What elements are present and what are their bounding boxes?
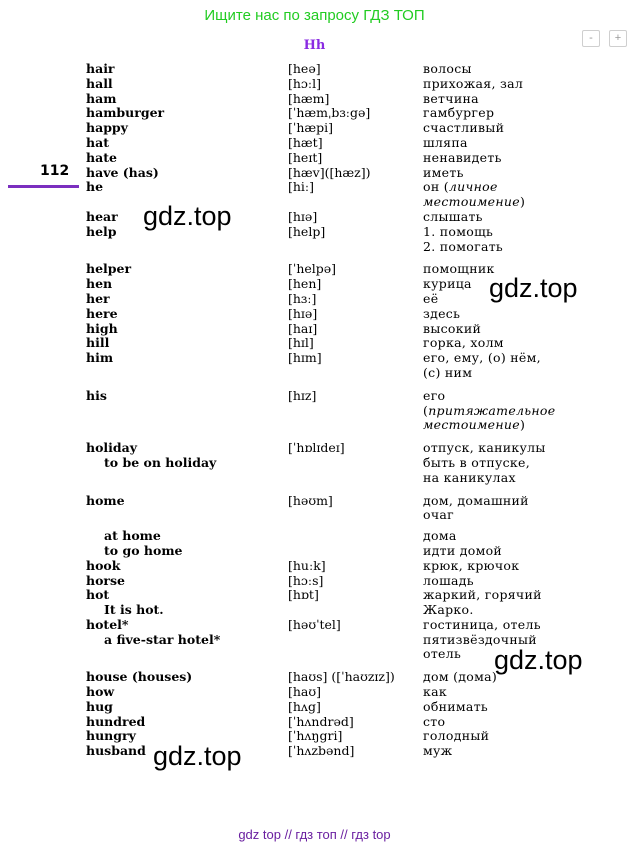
translation: [423, 292, 438, 307]
translation: [423, 322, 481, 337]
transcription: [həʊˈtel]: [288, 616, 341, 632]
translation-text: дом, домашний: [423, 492, 529, 508]
headword: him: [86, 350, 114, 366]
dictionary-row: [0, 700, 629, 715]
watermark: gdz.top: [494, 645, 583, 675]
translation: [423, 729, 489, 744]
transcription: [hæm]: [288, 90, 330, 106]
translation-text: сто: [423, 713, 446, 729]
dictionary-row: [0, 389, 629, 404]
headword: home: [86, 492, 125, 508]
dictionary-row: [0, 544, 629, 559]
translation: [423, 508, 454, 523]
transcription: [ˈhelpə]: [288, 261, 337, 277]
translation-text: идти домой: [423, 542, 503, 558]
translation: [423, 151, 502, 166]
transcription: [heə]: [288, 61, 321, 76]
translation-text: быть в отпуске,: [423, 454, 530, 470]
top-banner[interactable]: Ищите нас по запросу ГДЗ ТОП: [204, 7, 425, 24]
translation-text: ветчина: [423, 90, 479, 106]
transcription: [hɔːl]: [288, 75, 322, 91]
translation: [423, 544, 502, 559]
translation-text: ненавидеть: [423, 149, 502, 165]
translation-text: гостиница, отель: [423, 616, 541, 632]
translation: [423, 574, 474, 589]
transcription: [hæv]([hæz]): [288, 164, 371, 180]
transcription: [haʊ]: [288, 684, 322, 700]
transcription: [hʌg]: [288, 698, 321, 714]
phrase: a five-star hotel*: [104, 631, 221, 647]
translation-text: жаркий, горячий: [423, 587, 542, 603]
translation-text: прихожая, зал: [423, 75, 524, 91]
watermark: gdz.top: [489, 273, 578, 303]
dictionary-row: [0, 136, 629, 151]
headword: husband: [86, 743, 146, 759]
dictionary-row: [0, 77, 629, 92]
dictionary-row: [0, 351, 629, 366]
headword: hate: [86, 149, 117, 165]
translation-text: ): [519, 417, 526, 433]
dictionary-row: [0, 180, 629, 195]
translation-text: как: [423, 684, 447, 700]
translation-text: дом (дома): [423, 669, 498, 685]
headword: hamburger: [86, 105, 165, 121]
dictionary-row: [0, 603, 629, 618]
translation: [423, 195, 525, 210]
translation-text: 2. помогать: [423, 238, 504, 254]
translation-text: горка, холм: [423, 335, 504, 351]
translation-text: здесь: [423, 305, 461, 321]
translation: [423, 225, 493, 240]
phrase: to be on holiday: [104, 454, 217, 470]
headword: help: [86, 223, 117, 239]
transcription: [ˈhæpi]: [288, 120, 333, 136]
dictionary-row: [0, 336, 629, 351]
dictionary-row: [0, 62, 629, 77]
headword: hair: [86, 61, 115, 76]
headword: helper: [86, 261, 132, 277]
dictionary-row: [0, 418, 629, 433]
dictionary-row: [0, 456, 629, 471]
translation: [423, 307, 460, 322]
phrase: at home: [104, 528, 161, 544]
dictionary-row: [0, 441, 629, 456]
dictionary-row: [0, 322, 629, 337]
translation: [423, 559, 519, 574]
translation: [423, 494, 529, 509]
translation-text: отпуск, каникулы: [423, 440, 546, 456]
dictionary-row: [0, 366, 629, 381]
headword: happy: [86, 120, 128, 136]
dictionary-row: [0, 195, 629, 210]
translation: [423, 277, 472, 292]
transcription: [hiː]: [288, 179, 315, 195]
transcription: [hɔːs]: [288, 572, 324, 588]
headword: holiday: [86, 440, 138, 456]
watermark: gdz.top: [143, 201, 232, 231]
translation-text: шляпа: [423, 134, 468, 150]
headword: hook: [86, 557, 121, 573]
headword: hear: [86, 208, 118, 224]
translation-text: очаг: [423, 507, 454, 523]
dictionary-row: [0, 715, 629, 730]
headword: hat: [86, 134, 109, 150]
translation: [423, 62, 472, 77]
headword: how: [86, 684, 115, 700]
transcription: [hɪz]: [288, 387, 317, 403]
translation: [423, 418, 525, 433]
headword: hen: [86, 276, 113, 292]
translation-text: (: [423, 402, 429, 418]
translation-text: волосы: [423, 61, 472, 76]
section-letter: Hh: [303, 38, 326, 53]
dictionary-row: [0, 529, 629, 544]
page-number: 112: [40, 163, 70, 179]
dictionary-row: [0, 225, 629, 240]
headword: have (has): [86, 164, 159, 180]
translation: [423, 618, 541, 633]
transcription: [ˈhʌŋgri]: [288, 728, 343, 744]
headword: he: [86, 179, 104, 195]
dictionary-row: [0, 404, 629, 419]
translation: [423, 262, 495, 277]
translation: [423, 441, 546, 456]
dictionary-row: [0, 574, 629, 589]
dictionary-row: [0, 121, 629, 136]
translation: [423, 351, 541, 366]
dictionary-row: [0, 494, 629, 509]
translation: [423, 77, 523, 92]
headword: hungry: [86, 728, 136, 744]
transcription: [hɪm]: [288, 350, 322, 366]
translation: [423, 471, 516, 486]
dictionary-row: [0, 744, 629, 759]
dictionary-row: [0, 729, 629, 744]
translation: [423, 166, 464, 181]
watermark: gdz.top: [153, 741, 242, 771]
translation: [423, 210, 483, 225]
dictionary-row: [0, 588, 629, 603]
transcription: [hɪə]: [288, 305, 318, 321]
translation: [423, 106, 494, 121]
footer-links[interactable]: gdz top // гдз топ // гдз top: [238, 827, 391, 842]
translation-italic: местоимение: [423, 194, 520, 210]
translation-italic: личное: [448, 179, 498, 195]
headword: hundred: [86, 713, 146, 729]
translation: [423, 744, 452, 759]
dictionary-row: [0, 471, 629, 486]
translation: [423, 404, 555, 419]
transcription: [help]: [288, 223, 326, 239]
headword: ham: [86, 90, 117, 106]
transcription: [ˈhʌzbənd]: [288, 743, 355, 759]
dictionary-row: [0, 240, 629, 255]
zoom-in-button[interactable]: +: [609, 30, 627, 47]
dictionary-row: [0, 166, 629, 181]
dictionary-row: [0, 508, 629, 523]
zoom-out-button[interactable]: -: [582, 30, 600, 47]
transcription: [hɪə]: [288, 208, 318, 224]
translation-text: иметь: [423, 164, 464, 180]
headword: hug: [86, 698, 113, 714]
translation-text: высокий: [423, 320, 482, 336]
translation-text: её: [423, 290, 439, 306]
dictionary-row: [0, 210, 629, 225]
translation-text: на каникулах: [423, 469, 516, 485]
transcription: [hen]: [288, 276, 322, 292]
transcription: [hɜː]: [288, 290, 317, 306]
translation: [423, 588, 542, 603]
translation-text: курица: [423, 276, 472, 292]
phrase: It is hot.: [104, 602, 164, 618]
translation: [423, 336, 504, 351]
translation: [423, 700, 488, 715]
translation: [423, 136, 468, 151]
translation-italic: притяжательное: [428, 402, 556, 418]
transcription: [haʊs] ([ˈhaʊzɪz]): [288, 669, 395, 685]
translation-text: ): [519, 194, 526, 210]
headword: high: [86, 320, 118, 336]
translation-text: он (: [423, 179, 449, 195]
dictionary-row: [0, 92, 629, 107]
headword: hotel*: [86, 616, 129, 632]
translation-text: (с) ним: [423, 364, 473, 380]
phrase: to go home: [104, 542, 183, 558]
translation-text: обнимать: [423, 698, 489, 714]
translation: [423, 603, 474, 618]
dictionary-row: [0, 685, 629, 700]
translation-italic: местоимение: [423, 417, 520, 433]
translation: [423, 240, 503, 255]
headword: hall: [86, 75, 113, 91]
headword: hill: [86, 335, 110, 351]
transcription: [həʊm]: [288, 492, 333, 508]
translation-text: счастливый: [423, 120, 505, 136]
dictionary-row: [0, 151, 629, 166]
translation-text: муж: [423, 743, 453, 759]
translation-text: Жарко.: [423, 602, 474, 618]
translation: [423, 670, 497, 685]
transcription: [heɪt]: [288, 149, 323, 165]
transcription: [hæt]: [288, 134, 323, 150]
headword: her: [86, 290, 110, 306]
translation: [423, 389, 445, 404]
transcription: [ˈhɒlɪdeɪ]: [288, 440, 345, 456]
headword: horse: [86, 572, 126, 588]
translation: [423, 715, 445, 730]
translation-text: его: [423, 387, 446, 403]
dictionary-row: [0, 559, 629, 574]
translation: [423, 529, 457, 544]
translation-text: слышать: [423, 208, 483, 224]
translation: [423, 366, 472, 381]
translation-text: помощник: [423, 261, 495, 277]
translation: [423, 647, 461, 662]
translation-text: лошадь: [423, 572, 474, 588]
transcription: [hɪl]: [288, 335, 314, 351]
transcription: [haɪ]: [288, 320, 318, 336]
transcription: [ˈhæmˌbɜːgə]: [288, 105, 371, 121]
dictionary-row: [0, 618, 629, 633]
dictionary-row: [0, 106, 629, 121]
translation: [423, 92, 479, 107]
dictionary-row: [0, 307, 629, 322]
headword: house (houses): [86, 669, 193, 685]
translation: [423, 685, 447, 700]
transcription: [hɒt]: [288, 587, 319, 603]
headword: his: [86, 387, 107, 403]
translation-text: пятизвёздочный: [423, 631, 537, 647]
translation: [423, 180, 498, 195]
translation-text: его, ему, (о) нём,: [423, 350, 541, 366]
translation: [423, 456, 530, 471]
translation-text: голодный: [423, 728, 490, 744]
transcription: [huːk]: [288, 557, 326, 573]
translation: [423, 121, 504, 136]
headword: here: [86, 305, 118, 321]
headword: hot: [86, 587, 110, 603]
translation-text: крюк, крючок: [423, 557, 520, 573]
translation-text: гамбургер: [423, 105, 495, 121]
transcription: [ˈhʌndrəd]: [288, 713, 354, 729]
translation-text: 1. помощь: [423, 223, 494, 239]
translation-text: дома: [423, 528, 457, 544]
translation-text: отель: [423, 646, 462, 662]
